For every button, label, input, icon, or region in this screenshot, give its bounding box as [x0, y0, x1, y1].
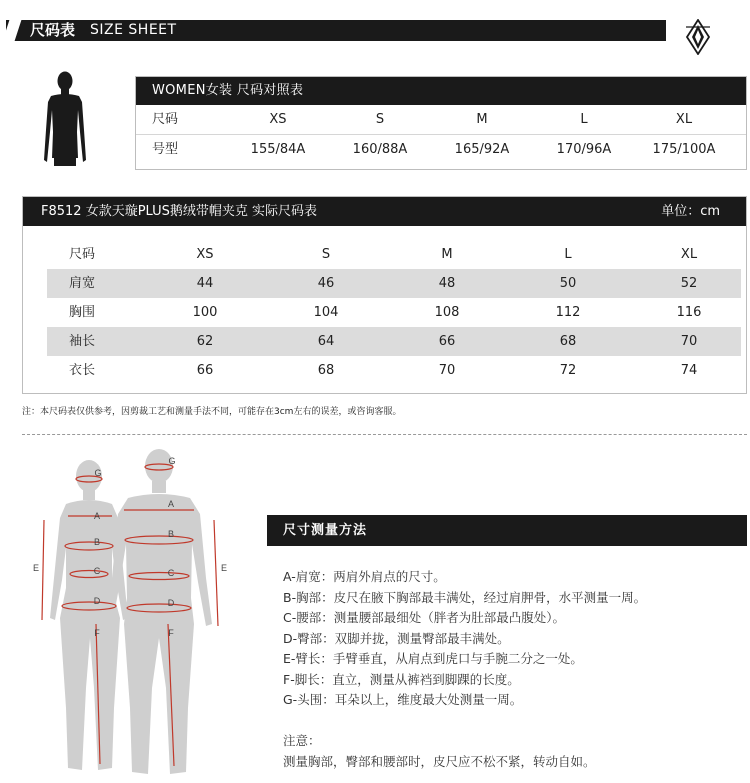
label-a-male: A: [167, 499, 175, 509]
table-cell: 160/88A: [352, 142, 408, 157]
table-row: [136, 105, 746, 135]
women-table-title: WOMEN女装 尺码对照表: [136, 77, 746, 105]
table-cell: 68: [317, 363, 335, 378]
table-cell: 48: [438, 276, 456, 291]
table-row: [47, 240, 741, 269]
table-cell: S: [375, 112, 385, 127]
table-cell: S: [321, 247, 331, 262]
table-cell: XL: [675, 112, 693, 127]
label-f-male: F: [168, 628, 174, 638]
table-cell: XS: [196, 247, 214, 262]
table-cell: XL: [680, 247, 698, 262]
row-label: 号型: [152, 142, 179, 157]
table-cell: 116: [676, 305, 702, 320]
table-row: [136, 135, 746, 165]
list-item: F-脚长：直立，测量从裤裆到脚踝的长度。: [283, 671, 520, 687]
list-item: C-腰部：测量腰部最细处（胖者为肚部最凸腹处）。: [283, 610, 565, 625]
female-figure: [50, 460, 128, 770]
table-cell: XS: [269, 112, 287, 127]
table-cell: 70: [438, 363, 456, 378]
table-cell: 112: [555, 305, 581, 320]
measurement-notes: [283, 730, 596, 772]
table-cell: 46: [317, 276, 335, 291]
row-label: 胸围: [69, 305, 96, 320]
label-a-female: A: [93, 511, 101, 521]
unit-label: 单位：cm: [661, 204, 720, 219]
section-divider: [22, 434, 747, 435]
list-item: A-肩宽：两肩外肩点的尺寸。: [283, 569, 446, 584]
label-b-female: B: [93, 537, 101, 547]
label-f-female: F: [94, 628, 100, 638]
table-cell: 66: [196, 363, 214, 378]
note-text: 测量胸部，臀部和腰部时，皮尺应不松不紧，转动自如。: [283, 754, 596, 769]
table-cell: 155/84A: [250, 142, 306, 157]
list-item: D-臀部：双脚并拢，测量臀部最丰满处。: [283, 630, 510, 646]
table-cell: 175/100A: [652, 142, 716, 157]
product-table-header: [23, 197, 746, 226]
row-label: 尺码: [69, 247, 96, 262]
table-cell: 44: [196, 276, 214, 291]
table-cell: M: [476, 112, 488, 127]
label-g-male: G: [168, 456, 176, 466]
label-d-female: D: [93, 596, 101, 606]
list-item: B-胸部：皮尺在腋下胸部最丰满处，经过肩胛骨，水平测量一周。: [283, 589, 647, 605]
table-cell: 70: [680, 334, 698, 349]
label-c-male: C: [167, 568, 175, 578]
label-c-female: C: [93, 566, 101, 576]
list-item: G-头围：耳朵以上，维度最大处测量一周。: [283, 692, 523, 707]
note-title: 注意：: [283, 733, 321, 748]
disclaimer-note: 注：本尺码表仅供参考，因剪裁工艺和测量手法不同，可能存在3cm左右的误差，或咨询客服。: [22, 407, 402, 417]
header-bar: [0, 17, 750, 43]
body-measurement-diagram: [28, 448, 248, 778]
label-e-female: E: [32, 563, 40, 573]
row-label: 肩宽: [69, 276, 96, 291]
table-cell: L: [580, 112, 588, 127]
list-item: E-臂长：手臂垂直，从肩点到虎口与手腕二分之一处。: [283, 651, 583, 666]
method-list: [283, 567, 646, 711]
header-title-cn: 尺码表: [30, 21, 76, 39]
table-cell: 72: [559, 363, 577, 378]
table-cell: 170/96A: [556, 142, 612, 157]
table-row: [47, 269, 741, 298]
woman-silhouette-icon: [38, 70, 92, 174]
row-label: 袖长: [69, 334, 96, 349]
brand-logo-icon: [684, 19, 712, 55]
product-table-title: F8512 女款天璇PLUS鹅绒带帽夹克 实际尺码表: [41, 204, 318, 219]
table-cell: 100: [192, 305, 218, 320]
table-cell: 50: [559, 276, 577, 291]
table-row: [47, 298, 741, 327]
table-cell: L: [564, 247, 572, 262]
header-title-en: SIZE SHEET: [90, 22, 177, 38]
table-cell: 104: [313, 305, 339, 320]
table-cell: 64: [317, 334, 335, 349]
table-cell: 52: [680, 276, 698, 291]
table-cell: M: [441, 247, 453, 262]
table-cell: 68: [559, 334, 577, 349]
table-row: [47, 356, 741, 385]
table-cell: 165/92A: [454, 142, 510, 157]
table-cell: 66: [438, 334, 456, 349]
label-g-female: G: [94, 468, 102, 478]
label-d-male: D: [167, 598, 175, 608]
label-e-male: E: [220, 563, 228, 573]
row-label: 尺码: [152, 112, 179, 127]
table-cell: 108: [434, 305, 460, 320]
table-row: [47, 327, 741, 356]
label-b-male: B: [167, 529, 175, 539]
row-label: 衣长: [69, 363, 96, 378]
method-title: 尺寸测量方法: [267, 515, 747, 546]
table-cell: 62: [196, 334, 214, 349]
product-size-table: [22, 196, 747, 394]
table-cell: 74: [680, 363, 698, 378]
women-size-table: [135, 76, 747, 170]
